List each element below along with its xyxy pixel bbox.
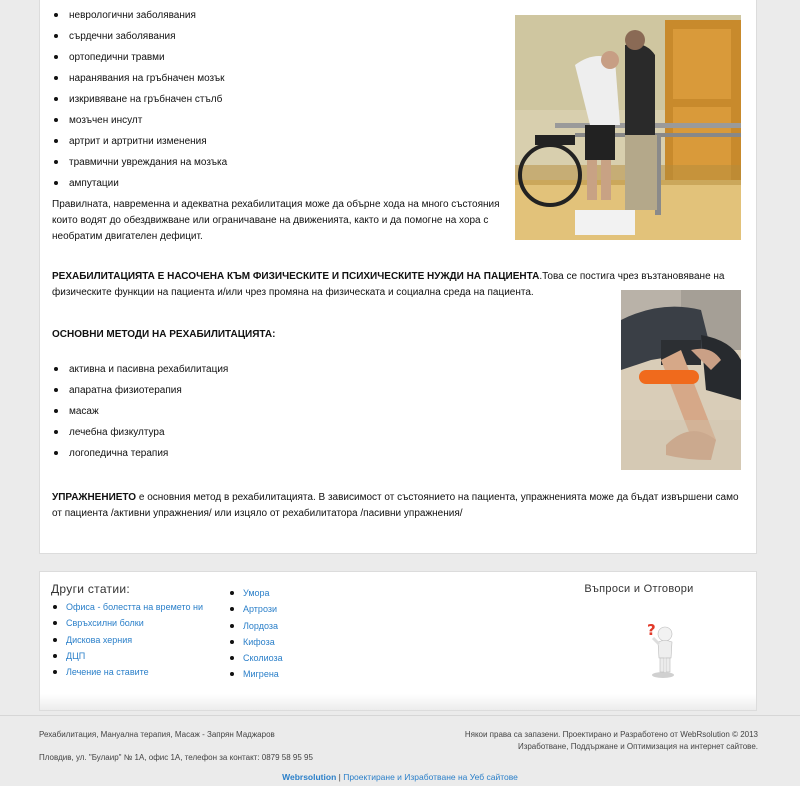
list-item: апаратна физиотерапия	[52, 380, 492, 401]
exercise-paragraph	[52, 490, 742, 522]
article-link[interactable]: Артрози	[229, 601, 283, 617]
other-articles-title: Други статии:	[51, 582, 130, 596]
conditions-list	[52, 5, 492, 194]
methods-list	[52, 359, 492, 464]
list-item: изкривяване на гръбначен стълб	[52, 89, 492, 110]
article-link[interactable]: Сколиоза	[229, 650, 283, 666]
knee-therapy-photo	[621, 290, 741, 470]
other-articles-panel	[39, 571, 757, 711]
focus-heading: РЕХАБИЛИТАЦИЯТА Е НАСОЧЕНА КЪМ ФИЗИЧЕСКИТЕ И ПСИХИЧЕСКИТЕ НУЖДИ НА ПАЦИЕНТА	[52, 271, 540, 282]
list-item: ампутации	[52, 173, 492, 194]
list-item: сърдечни заболявания	[52, 26, 492, 47]
list-item: артрит и артритни изменения	[52, 131, 492, 152]
panel-shadow	[40, 694, 756, 710]
list-item: наранявания на гръбначен мозък	[52, 68, 492, 89]
list-item: неврологични заболявания	[52, 5, 492, 26]
article-link[interactable]: Офиса - болестта на времето ни	[52, 599, 203, 615]
list-item: активна и пасивна рехабилитация	[52, 359, 492, 380]
footer-credit	[0, 772, 800, 782]
credit-text-link[interactable]: Проектиране и Изработване на Уеб сайтове	[343, 772, 518, 782]
article-link[interactable]: Кифоза	[229, 634, 283, 650]
footer-company: Рехабилитация, Мануална терапия, Масаж - Запрян Маджаров	[39, 730, 275, 739]
list-item: лечебна физкултура	[52, 422, 492, 443]
question-person-icon[interactable]	[647, 620, 679, 678]
focus-text: .Това се постига чрез възтановяване на физическите функции на пациента и/или чрез промяна на физическата и социална среда на пациента.	[52, 271, 725, 298]
list-item: травмични увреждания на мозъка	[52, 152, 492, 173]
article-link[interactable]: ДЦП	[52, 648, 203, 664]
other-articles-list-1	[52, 599, 203, 680]
article-link[interactable]: Дискова херния	[52, 632, 203, 648]
list-item: мозъчен инсулт	[52, 110, 492, 131]
article-link[interactable]: Лордоза	[229, 618, 283, 634]
svg-text:?: ?	[647, 621, 656, 639]
faq-title[interactable]: Въпроси и Отговори	[584, 583, 694, 595]
footer-services: Изработване, Поддържане и Оптимизация на интернет сайтове.	[517, 742, 758, 751]
rehab-walking-photo	[515, 15, 741, 240]
article-panel	[39, 0, 757, 554]
credit-separator: |	[336, 772, 344, 782]
list-item: логопедична терапия	[52, 443, 492, 464]
footer-address: Пловдив, ул. "Булаир" № 1А, офис 1А, телефон за контакт: 0879 58 95 95	[39, 753, 313, 762]
other-articles-list-2	[229, 585, 283, 683]
article-link[interactable]: Свръхсилни болки	[52, 615, 203, 631]
footer-rights: Някои права са запазени. Проектирано и Разработено от WebRsolution © 2013	[464, 730, 758, 739]
credit-brand-link[interactable]: Webrsolution	[282, 772, 337, 782]
methods-heading: ОСНОВНИ МЕТОДИ НА РЕХАБИЛИТАЦИЯТА:	[52, 329, 276, 340]
article-link[interactable]: Умора	[229, 585, 283, 601]
footer-divider	[0, 715, 800, 716]
list-item: масаж	[52, 401, 492, 422]
intro-paragraph: Правилната, навременна и адекватна рехабилитация може да обърне хода на много състояния които водят до обездвижване или ограничаване на движенията, както и да помогне на хора с необратим двигателен дефицит.	[52, 199, 500, 242]
article-link[interactable]: Мигрена	[229, 666, 283, 682]
exercise-text: е основния метод в рехабилитацията. В зависимост от състоянието на пациента, упражненията може да бъдат извършени само от пациента /активни упражнения/ или изцяло от рехабилитатора /пасивни упражнения/	[52, 492, 739, 519]
article-link[interactable]: Лечение на ставите	[52, 664, 203, 680]
exercise-heading: УПРАЖНЕНИЕТО	[52, 492, 137, 503]
list-item: ортопедични травми	[52, 47, 492, 68]
